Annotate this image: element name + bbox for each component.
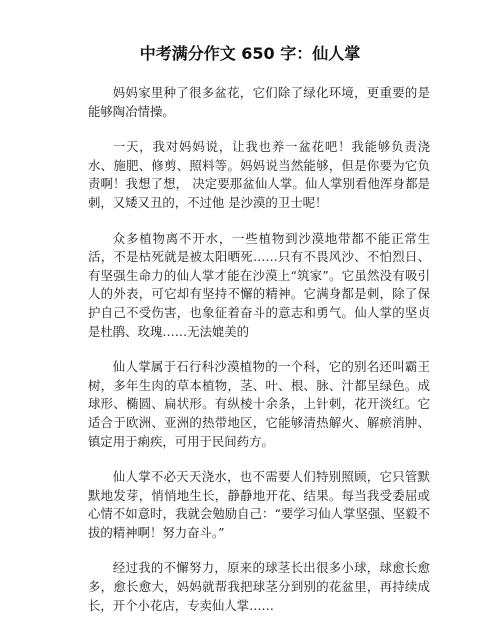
paragraph-6: 经过我的不懈努力，原来的球茎长出很多小球，球愈长愈多，愈长愈大，妈妈就帮我把球茎分到别的花盆里，再持续成长，开个小花店，专卖仙人掌…… xyxy=(88,560,430,613)
paragraph-5: 仙人掌不必天天浇水，也不需要人们特别照顾，它只管默默地发芽，悄悄地生长，静静地开花、结果。每当我受委屈或心情不如意时，我就会勉励自己：“要学习仙人掌坚强、坚毅不拔的精神啊！努力奋斗。” xyxy=(88,469,430,540)
paragraph-4: 仙人掌属于石行科沙漠植物的一个科，它的别名还叫霸王树，多年生肉的草本植物，茎、叶、根、脉、汁都呈绿色。成球形、椭圆、扁状形。有纵棱十余条，上针刺，花开淡红。它适合于欧洲、亚洲的热带地区，它能够清热解火、解瘀消肿、镇定用于痢疾，可用于民间药方。 xyxy=(88,359,430,449)
paragraph-2: 一天，我对妈妈说，让我也养一盆花吧！我能够负责浇水、施肥、修剪、照料等。妈妈说当然能够，但是你要为它负责啊！我想了想， 决定要那盆仙人掌。仙人掌别看他浑身都是刺，又矮又丑的，不过他 是沙漠的卫士呢！ xyxy=(88,139,430,210)
paragraph-1: 妈妈家里种了很多盆花，它们除了绿化环境，更重要的是能够陶冶情操。 xyxy=(88,85,430,119)
page-title: 中考满分作文 650 字：仙人掌 xyxy=(139,44,361,63)
paragraph-3: 众多植物离不开水，一些植物到沙漠地带都不能正常生活，不是枯死就是被太阳晒死……只有不畏风沙、不怕烈日、有坚强生命力的仙人掌才能在沙漠上“筑家”。它虽然没有吸引人的外表，可它却有坚持不懈的精神。它满身都是刺，除了保护自己不受伤害，也象征着奋斗的意志和勇气。仙人掌的坚贞是杜鹃、玫瑰……无法媲美的 xyxy=(88,230,430,339)
article-body xyxy=(88,84,430,632)
